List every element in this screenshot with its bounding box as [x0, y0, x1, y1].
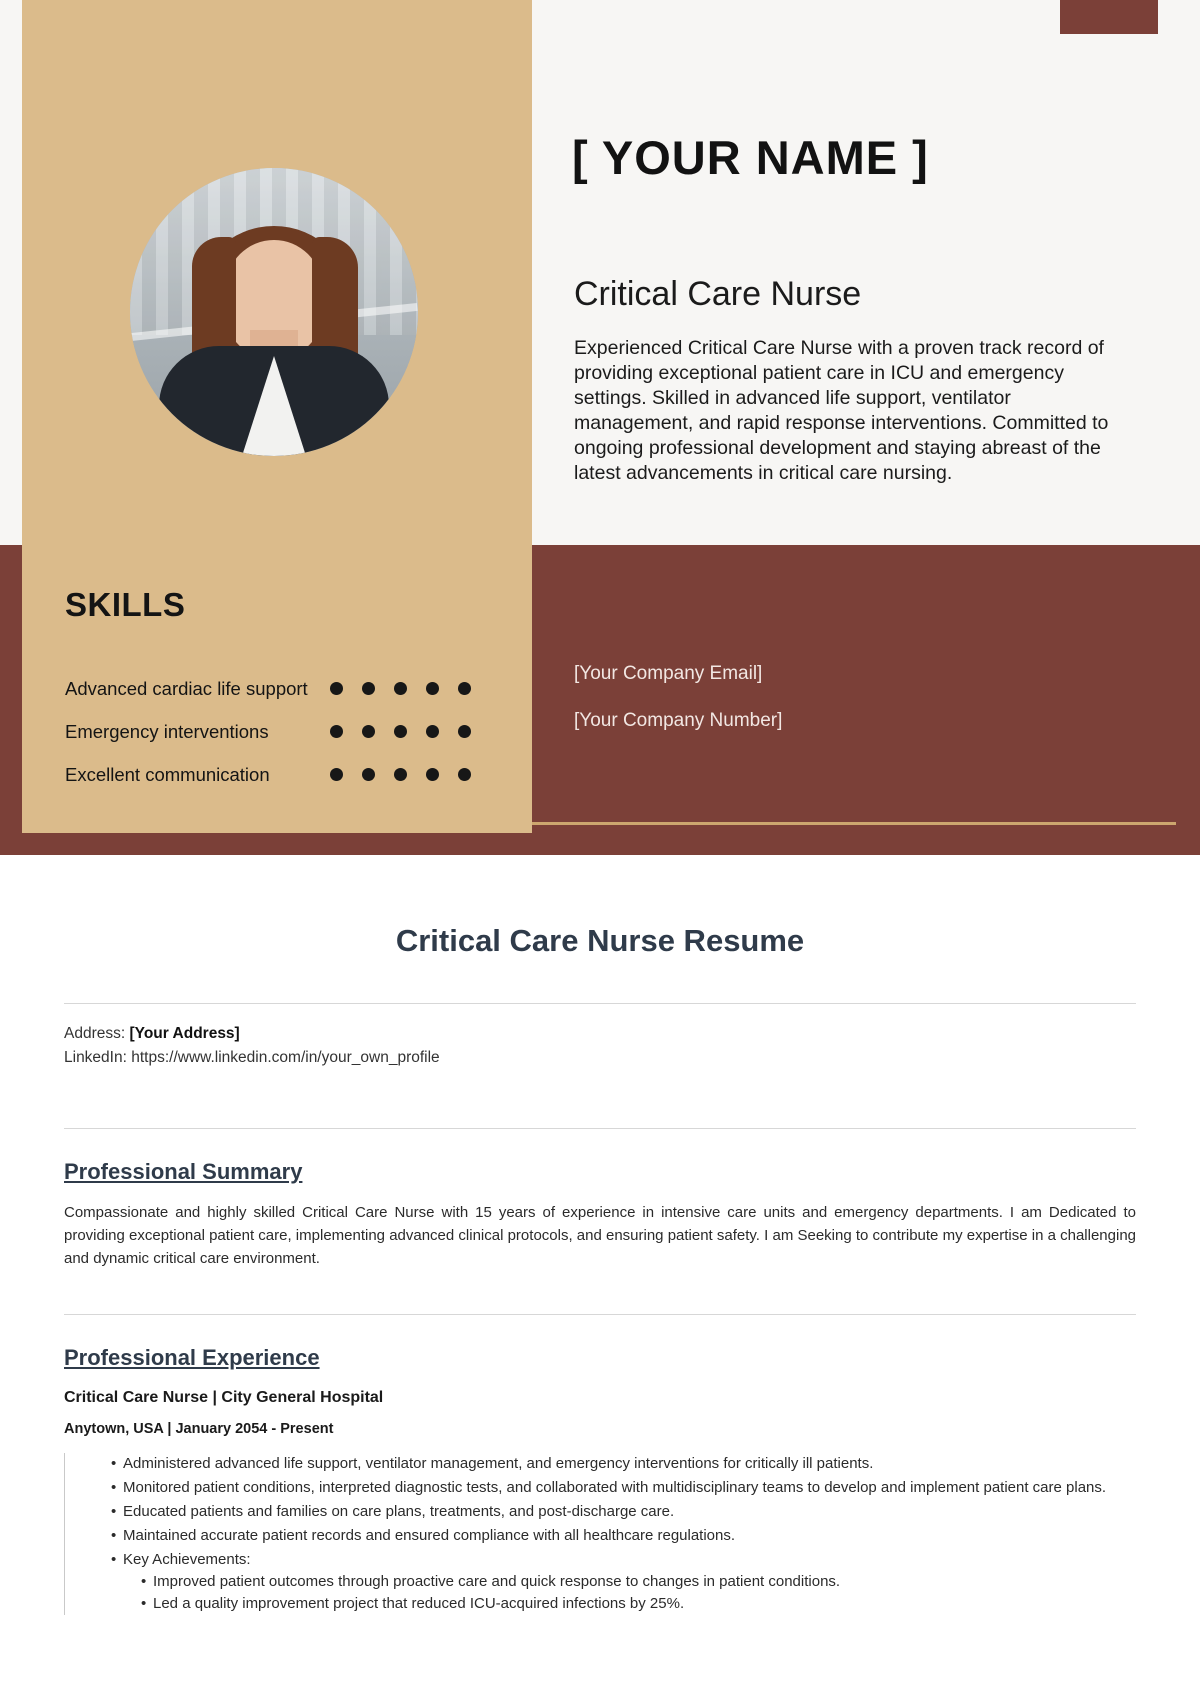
rating-dot-icon: [458, 725, 471, 738]
address-value: [Your Address]: [129, 1025, 240, 1042]
address-label: Address:: [64, 1025, 126, 1042]
job-title: Critical Care Nurse | City General Hospital: [64, 1389, 384, 1406]
resume-document: [0, 923, 1200, 1615]
job-meta: Anytown, USA | January 2054 - Present: [64, 1421, 334, 1437]
skill-label: Advanced cardiac life support: [65, 677, 308, 699]
rating-dot-icon: [426, 682, 439, 695]
rating-dot-icon: [394, 725, 407, 738]
card-contact-panel: [532, 545, 1200, 855]
rating-dot-icon: [458, 682, 471, 695]
achievements-list: [123, 1571, 1136, 1615]
list-item: • Key Achievements: • Improved patient outcomes through proactive care and quick response to changes in patient conditions. • Led a quality improvement project that reduced ICU-acquired infections by 25%.: [111, 1549, 1136, 1615]
card-top-accent-tab: [1060, 0, 1158, 34]
card-contact-email: [Your Company Email]: [574, 663, 763, 684]
list-item: • Administered advanced life support, ventilator management, and emergency interventions for critically ill patients.: [111, 1453, 1136, 1475]
rating-dot-icon: [362, 725, 375, 738]
skill-rating-dots: [330, 725, 515, 738]
rating-dot-icon: [394, 682, 407, 695]
list-item: • Monitored patient conditions, interpreted diagnostic tests, and collaborated with multidisciplinary teams to develop and implement patient care plans.: [111, 1477, 1136, 1499]
contact-info: [64, 1004, 1136, 1084]
linkedin-line: [64, 1046, 1136, 1070]
address-line: [64, 1022, 1136, 1046]
card-summary: Experienced Critical Care Nurse with a proven track record of providing exceptional patient care in ICU and emergency settings. Skilled in advanced life support, ventilator management, and rapid response interventions. Committed to ongoing professional development and staying abreast of the latest advancements in critical care nursing.: [574, 337, 1109, 484]
list-item: • Improved patient outcomes through proactive care and quick response to changes in patient conditions.: [141, 1571, 1136, 1593]
rating-dot-icon: [362, 768, 375, 781]
section-heading-professional-summary: Professional Summary: [64, 1159, 303, 1184]
skill-rating-dots: [330, 682, 515, 695]
rating-dot-icon: [426, 768, 439, 781]
page-title: Critical Care Nurse Resume: [395, 923, 805, 958]
rating-dot-icon: [362, 682, 375, 695]
list-item: • Educated patients and families on care plans, treatments, and post-discharge care.: [111, 1501, 1136, 1523]
section-heading-professional-experience: Professional Experience: [64, 1345, 320, 1370]
divider-contact: [64, 1128, 1136, 1129]
card-role: Critical Care Nurse: [574, 275, 862, 313]
list-item: • Maintained accurate patient records and ensured compliance with all healthcare regulations.: [111, 1525, 1136, 1547]
rating-dot-icon: [458, 768, 471, 781]
skill-label: Excellent communication: [65, 763, 270, 785]
rating-dot-icon: [330, 725, 343, 738]
linkedin-label: LinkedIn:: [64, 1049, 127, 1066]
card-bottom-accent-strip: [0, 833, 1200, 855]
skill-row: [65, 672, 515, 705]
skill-row: [65, 758, 515, 791]
list-item: • Led a quality improvement project that reduced ICU-acquired infections by 25%.: [141, 1593, 1136, 1615]
rating-dot-icon: [394, 768, 407, 781]
rating-dot-icon: [426, 725, 439, 738]
skill-label: Emergency interventions: [65, 720, 269, 742]
skills-heading: SKILLS: [65, 586, 186, 623]
linkedin-value[interactable]: https://www.linkedin.com/in/your_own_profile: [131, 1049, 440, 1066]
avatar: [130, 168, 418, 456]
card-left-accent-strip: [0, 545, 22, 855]
skills-list: [65, 672, 515, 801]
rating-dot-icon: [330, 682, 343, 695]
skill-row: [65, 715, 515, 748]
card-name: [ YOUR NAME ]: [572, 131, 929, 184]
card-gold-divider: [532, 822, 1176, 825]
skill-rating-dots: [330, 768, 515, 781]
rating-dot-icon: [330, 768, 343, 781]
experience-bullet-list: [64, 1453, 1136, 1615]
card-contact-number: [Your Company Number]: [574, 710, 783, 731]
professional-summary-text: Compassionate and highly skilled Critical Care Nurse with 15 years of experience in intensive care units and emergency departments. I am Dedicated to providing exceptional patient care, implementing advanced clinical protocols, and ensuring patient safety. I am Seeking to contribute my expertise in a challenging and dynamic critical care environment.: [64, 1204, 1137, 1267]
divider-summary: [64, 1314, 1136, 1315]
